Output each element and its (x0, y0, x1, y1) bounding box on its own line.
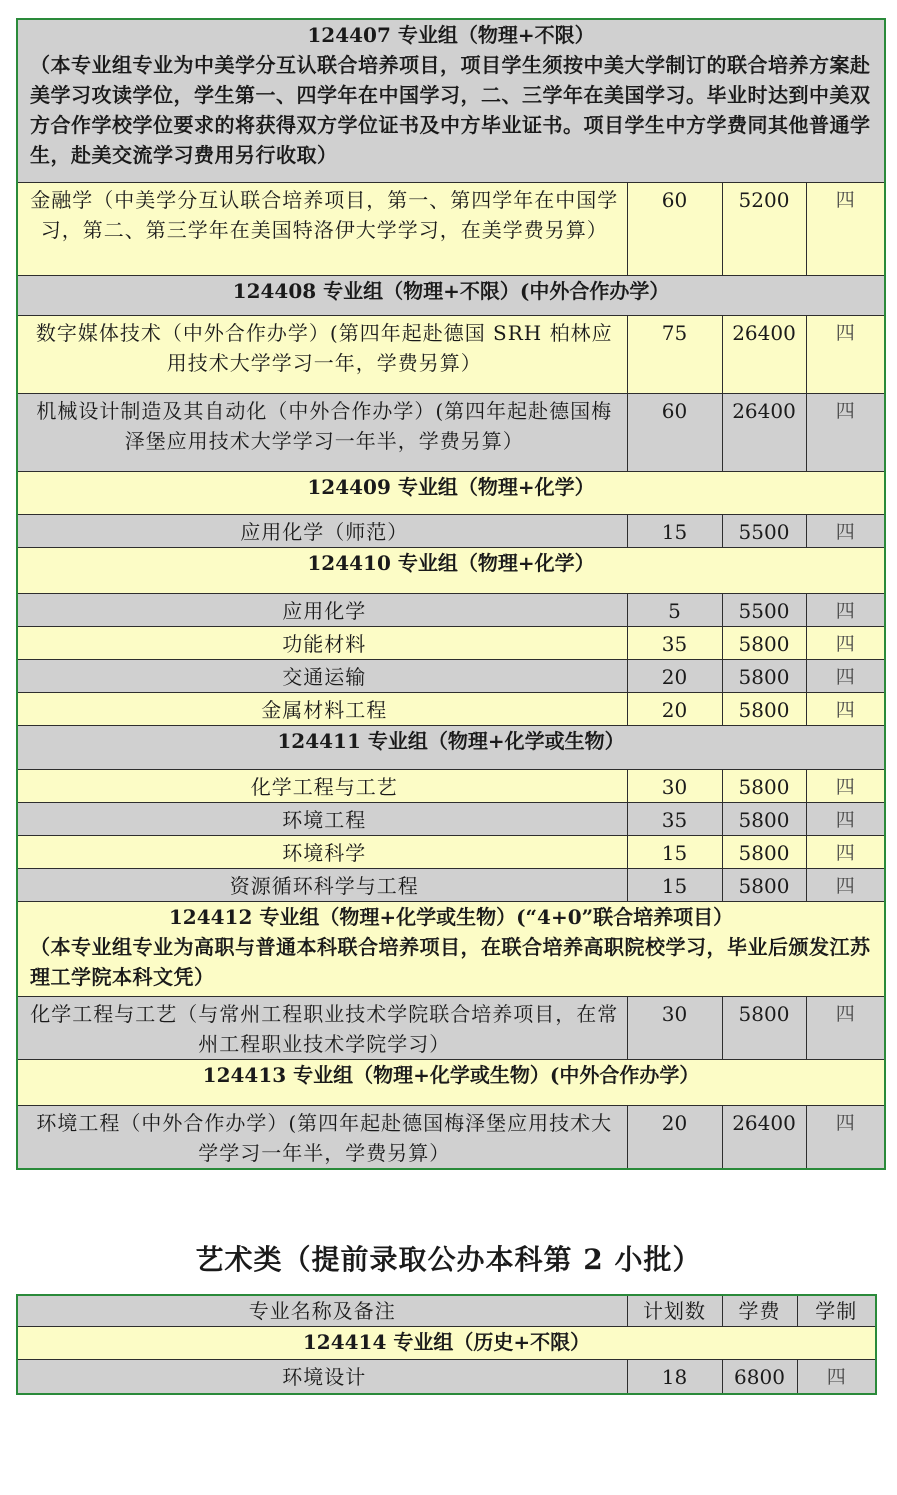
group-header-cell (17, 901, 885, 996)
plan-count: 75 (627, 315, 722, 393)
study-years: 四 (806, 769, 885, 802)
major-name: 应用化学 (17, 593, 627, 626)
major-row (17, 802, 885, 835)
major-name: 环境工程（中外合作办学）(第四年起赴德国梅泽堡应用技术大学学习一年半，学费另算） (17, 1105, 627, 1169)
major-row (17, 514, 885, 547)
group-title: 124413 专业组（物理+化学或生物）(中外合作办学） (202, 1062, 700, 1087)
major-row (17, 659, 885, 692)
study-years: 四 (806, 835, 885, 868)
plan-count: 20 (627, 1105, 722, 1169)
art-plan-body (17, 1295, 876, 1394)
tuition-fee: 5800 (722, 659, 806, 692)
plan-count: 15 (627, 868, 722, 901)
header-years: 学制 (797, 1295, 876, 1327)
plan-count: 35 (627, 802, 722, 835)
study-years: 四 (806, 393, 885, 471)
group-header-cell (17, 1327, 876, 1360)
study-years: 四 (806, 626, 885, 659)
major-name: 应用化学（师范） (17, 514, 627, 547)
study-years: 四 (806, 996, 885, 1059)
tuition-fee: 5800 (722, 692, 806, 725)
group-header-row (17, 275, 885, 315)
major-row (17, 835, 885, 868)
enrollment-plan-table (16, 18, 886, 1170)
tuition-fee: 5800 (722, 769, 806, 802)
art-plan-table (16, 1294, 877, 1395)
group-note: （本专业组专业为高职与普通本科联合培养项目，在联合培养高职院校学习，毕业后颁发江苏理工学院本科文凭） (30, 934, 871, 989)
plan-count: 5 (627, 593, 722, 626)
art-section-title: 艺术类（提前录取公办本科第 2 小批） (195, 1243, 702, 1276)
header-fee: 学费 (722, 1295, 797, 1327)
table-header-row (17, 1295, 876, 1327)
group-title: 124407 专业组（物理+不限） (307, 23, 595, 47)
plan-count: 35 (627, 626, 722, 659)
tuition-fee: 26400 (722, 393, 806, 471)
group-header-row (17, 725, 885, 769)
group-header-row (17, 471, 885, 514)
tuition-fee: 26400 (722, 315, 806, 393)
study-years: 四 (806, 182, 885, 275)
group-title: 124408 专业组（物理+不限）(中外合作办学） (232, 278, 670, 303)
group-title: 124411 专业组（物理+化学或生物） (277, 728, 625, 753)
group-header-row (17, 1059, 885, 1105)
major-row (17, 393, 885, 471)
plan-count: 30 (627, 769, 722, 802)
study-years: 四 (806, 514, 885, 547)
major-row (17, 182, 885, 275)
group-title: 124412 专业组（物理+化学或生物）(“4+0”联合培养项目） (168, 904, 734, 929)
group-header-cell (17, 547, 885, 593)
group-note: （本专业组专业为中美学分互认联合培养项目，项目学生须按中美大学制订的联合培养方案赴美学习攻读学位，学生第一、四学年在中国学习，二、三学年在美国学习。毕业时达到中美双方合作学校学位要求的将获得双方学位证书及中方毕业证书。项目学生中方学费同其他普通学生，赴美交流学习费用另行收取） (30, 53, 871, 167)
major-row (17, 868, 885, 901)
group-header-cell (17, 471, 885, 514)
plan-count: 20 (627, 692, 722, 725)
header-plan: 计划数 (627, 1295, 722, 1327)
tuition-fee: 5800 (722, 996, 806, 1059)
tuition-fee: 6800 (722, 1360, 797, 1394)
major-row (17, 692, 885, 725)
major-name: 金融学（中美学分互认联合培养项目，第一、第四学年在中国学习，第二、第三学年在美国特洛伊大学学习，在美学费另算） (17, 182, 627, 275)
study-years: 四 (806, 659, 885, 692)
major-row (17, 769, 885, 802)
group-title: 124410 专业组（物理+化学） (307, 550, 595, 575)
study-years: 四 (806, 1105, 885, 1169)
study-years: 四 (806, 868, 885, 901)
group-header-cell (17, 19, 885, 182)
header-name: 专业名称及备注 (17, 1295, 627, 1327)
study-years: 四 (806, 315, 885, 393)
major-name: 功能材料 (17, 626, 627, 659)
group-header-row (17, 547, 885, 593)
plan-count: 60 (627, 182, 722, 275)
major-row (17, 1105, 885, 1169)
major-row (17, 1360, 876, 1394)
plan-count: 30 (627, 996, 722, 1059)
major-name: 化学工程与工艺（与常州工程职业技术学院联合培养项目，在常州工程职业技术学院学习） (17, 996, 627, 1059)
group-header-cell (17, 1059, 885, 1105)
major-row (17, 996, 885, 1059)
group-title: 124414 专业组（历史+不限） (302, 1330, 591, 1354)
major-row (17, 626, 885, 659)
plan-count: 15 (627, 835, 722, 868)
major-name: 环境工程 (17, 802, 627, 835)
plan-count: 15 (627, 514, 722, 547)
major-name: 资源循环科学与工程 (17, 868, 627, 901)
plan-count: 18 (627, 1360, 722, 1394)
study-years: 四 (806, 802, 885, 835)
major-row (17, 593, 885, 626)
tuition-fee: 5500 (722, 593, 806, 626)
tuition-fee: 5800 (722, 868, 806, 901)
major-name: 环境设计 (17, 1360, 627, 1394)
tuition-fee: 5800 (722, 802, 806, 835)
group-title: 124409 专业组（物理+化学） (307, 474, 595, 499)
tuition-fee: 26400 (722, 1105, 806, 1169)
plan-count: 60 (627, 393, 722, 471)
study-years: 四 (806, 692, 885, 725)
group-header-row (17, 901, 885, 996)
major-name: 数字媒体技术（中外合作办学）(第四年起赴德国 SRH 柏林应用技术大学学习一年，学费另算） (17, 315, 627, 393)
plan-count: 20 (627, 659, 722, 692)
major-name: 环境科学 (17, 835, 627, 868)
group-header-row (17, 1327, 876, 1360)
group-header-cell (17, 275, 885, 315)
group-header-cell (17, 725, 885, 769)
tuition-fee: 5800 (722, 626, 806, 659)
tuition-fee: 5200 (722, 182, 806, 275)
enrollment-plan-body (17, 19, 885, 1169)
major-name: 金属材料工程 (17, 692, 627, 725)
major-name: 化学工程与工艺 (17, 769, 627, 802)
study-years: 四 (806, 593, 885, 626)
major-row (17, 315, 885, 393)
tuition-fee: 5500 (722, 514, 806, 547)
major-name: 机械设计制造及其自动化（中外合作办学）(第四年起赴德国梅泽堡应用技术大学学习一年半，学费另算） (17, 393, 627, 471)
major-name: 交通运输 (17, 659, 627, 692)
tuition-fee: 5800 (722, 835, 806, 868)
study-years: 四 (797, 1360, 876, 1394)
group-header-row (17, 19, 885, 182)
